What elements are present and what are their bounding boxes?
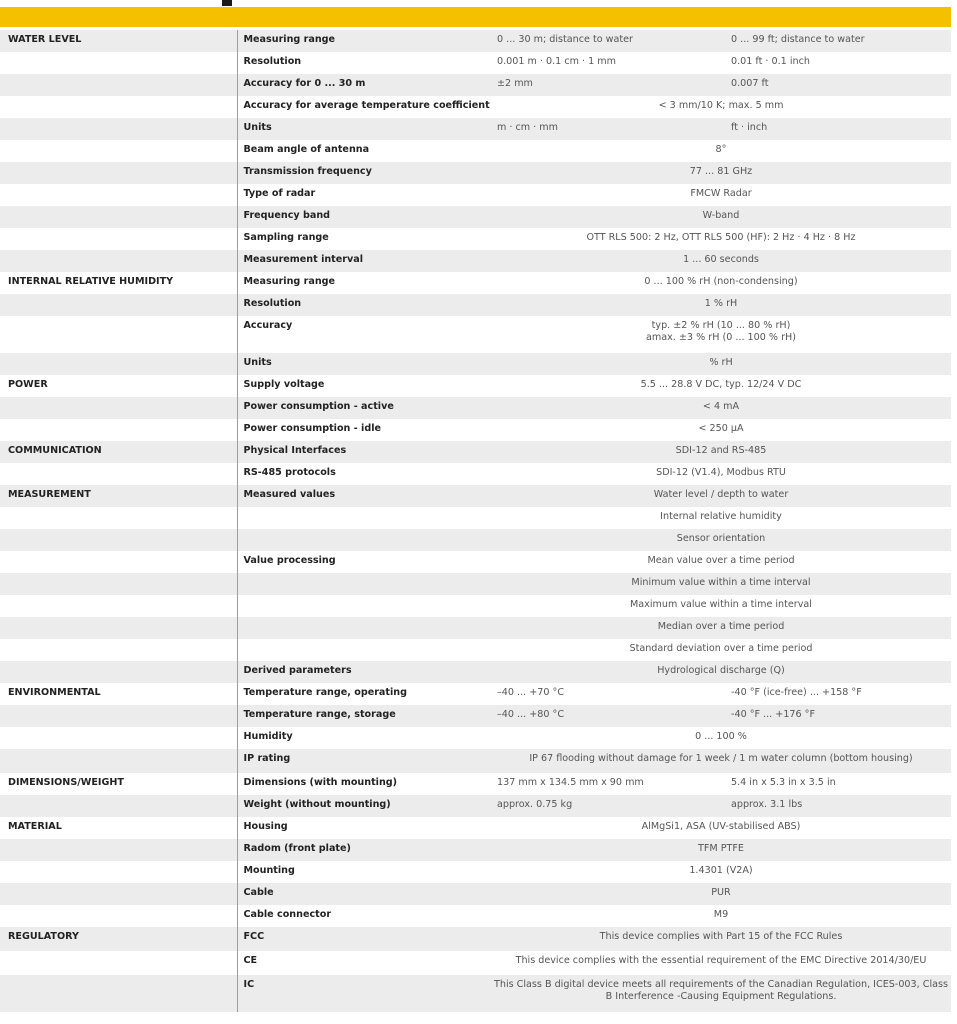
parameter-label: Measuring range bbox=[237, 30, 491, 52]
spec-value bbox=[491, 162, 951, 184]
spec-value bbox=[491, 573, 951, 595]
spec-value-line: SDI-12 and RS-485 bbox=[675, 445, 767, 456]
table-row bbox=[0, 975, 951, 1012]
parameter-label: Measurement interval bbox=[237, 250, 491, 272]
spec-value bbox=[491, 661, 951, 683]
category-label bbox=[0, 140, 237, 162]
table-row bbox=[0, 375, 951, 397]
metric-value: –40 ... +70 °C bbox=[491, 683, 707, 705]
spec-value bbox=[491, 617, 951, 639]
parameter-label: Measured values bbox=[237, 485, 491, 507]
table-row bbox=[0, 294, 951, 316]
table-row bbox=[0, 661, 951, 683]
spec-value bbox=[491, 375, 951, 397]
spec-value bbox=[491, 551, 951, 573]
spec-value-line: 0 ... 100 % rH (non-condensing) bbox=[644, 276, 798, 287]
table-row bbox=[0, 30, 951, 52]
category-label bbox=[0, 617, 237, 639]
parameter-label: Radom (front plate) bbox=[237, 839, 491, 861]
spec-table-body bbox=[0, 30, 951, 1012]
spec-value bbox=[491, 727, 951, 749]
spec-value-line: SDI-12 (V1.4), Modbus RTU bbox=[656, 467, 786, 478]
table-row bbox=[0, 96, 951, 118]
category-label: MATERIAL bbox=[0, 817, 237, 839]
parameter-label bbox=[237, 595, 491, 617]
spec-value-line: Maximum value within a time interval bbox=[630, 599, 812, 610]
parameter-label: Housing bbox=[237, 817, 491, 839]
spec-value-line: 1 ... 60 seconds bbox=[683, 254, 759, 265]
category-label bbox=[0, 228, 237, 250]
spec-table bbox=[0, 30, 951, 1012]
table-row bbox=[0, 617, 951, 639]
table-row bbox=[0, 905, 951, 927]
parameter-label: Accuracy for 0 ... 30 m bbox=[237, 74, 491, 96]
category-label bbox=[0, 316, 237, 353]
metric-value: 0.001 m · 0.1 cm · 1 mm bbox=[491, 52, 707, 74]
table-row bbox=[0, 184, 951, 206]
category-label: ENVIRONMENTAL bbox=[0, 683, 237, 705]
parameter-label: Value processing bbox=[237, 551, 491, 573]
table-row bbox=[0, 74, 951, 96]
spec-value bbox=[491, 140, 951, 162]
table-row bbox=[0, 749, 951, 773]
spec-value bbox=[491, 353, 951, 375]
parameter-label: FCC bbox=[237, 927, 491, 951]
spec-value-line: < 3 mm/10 K; max. 5 mm bbox=[658, 100, 784, 111]
parameter-label: Supply voltage bbox=[237, 375, 491, 397]
spec-value-line: This Class B digital device meets all requirements of the Canadian Regulation, ICES-003, Class bbox=[494, 979, 948, 990]
spec-value-line: 77 ... 81 GHz bbox=[689, 166, 753, 177]
spec-value bbox=[491, 529, 951, 551]
parameter-label: Temperature range, storage bbox=[237, 705, 491, 727]
parameter-label: Units bbox=[237, 353, 491, 375]
category-label bbox=[0, 419, 237, 441]
spec-value-line: < 4 mA bbox=[702, 401, 740, 412]
table-row bbox=[0, 529, 951, 551]
parameter-label: IP rating bbox=[237, 749, 491, 773]
category-label bbox=[0, 250, 237, 272]
spec-value bbox=[491, 507, 951, 529]
table-row bbox=[0, 52, 951, 74]
spec-value bbox=[491, 96, 951, 118]
category-label bbox=[0, 905, 237, 927]
category-label bbox=[0, 861, 237, 883]
category-label bbox=[0, 52, 237, 74]
category-label bbox=[0, 551, 237, 573]
parameter-label: Resolution bbox=[237, 52, 491, 74]
spec-value bbox=[491, 206, 951, 228]
spec-value-line: < 250 µA bbox=[698, 423, 744, 434]
parameter-label: Dimensions (with mounting) bbox=[237, 773, 491, 795]
category-label bbox=[0, 749, 237, 773]
category-label: POWER bbox=[0, 375, 237, 397]
table-row bbox=[0, 795, 951, 817]
spec-value-line: Hydrological discharge (Q) bbox=[657, 665, 785, 676]
imperial-value: approx. 3.1 lbs bbox=[707, 795, 951, 817]
heading-fragment bbox=[222, 0, 232, 6]
parameter-label: Cable bbox=[237, 883, 491, 905]
parameter-label: Frequency band bbox=[237, 206, 491, 228]
parameter-label bbox=[237, 617, 491, 639]
table-row bbox=[0, 397, 951, 419]
spec-value-line: FMCW Radar bbox=[690, 188, 752, 199]
category-label bbox=[0, 705, 237, 727]
table-row bbox=[0, 951, 951, 975]
category-label bbox=[0, 353, 237, 375]
table-row bbox=[0, 463, 951, 485]
parameter-label: Temperature range, operating bbox=[237, 683, 491, 705]
spec-value-line: Internal relative humidity bbox=[660, 511, 782, 522]
spec-value-line: 0 ... 100 % bbox=[695, 731, 747, 742]
category-label: REGULATORY bbox=[0, 927, 237, 951]
spec-value bbox=[491, 441, 951, 463]
metric-value: 0 ... 30 m; distance to water bbox=[491, 30, 707, 52]
category-label bbox=[0, 727, 237, 749]
parameter-label bbox=[237, 639, 491, 661]
spec-value-line: 1 % rH bbox=[704, 298, 738, 309]
table-row bbox=[0, 727, 951, 749]
spec-value-line: Mean value over a time period bbox=[647, 555, 795, 566]
category-label bbox=[0, 839, 237, 861]
category-label bbox=[0, 951, 237, 975]
metric-value: –40 ... +80 °C bbox=[491, 705, 707, 727]
parameter-label: Power consumption - active bbox=[237, 397, 491, 419]
table-row bbox=[0, 927, 951, 951]
table-row bbox=[0, 272, 951, 294]
category-label: WATER LEVEL bbox=[0, 30, 237, 52]
category-label bbox=[0, 463, 237, 485]
spec-value bbox=[491, 316, 951, 353]
parameter-label: Cable connector bbox=[237, 905, 491, 927]
spec-value bbox=[491, 463, 951, 485]
parameter-label: CE bbox=[237, 951, 491, 975]
parameter-label: Power consumption - idle bbox=[237, 419, 491, 441]
category-label bbox=[0, 883, 237, 905]
category-label: COMMUNICATION bbox=[0, 441, 237, 463]
parameter-label: Derived parameters bbox=[237, 661, 491, 683]
table-row bbox=[0, 250, 951, 272]
imperial-value: 0 ... 99 ft; distance to water bbox=[707, 30, 951, 52]
spec-value bbox=[491, 294, 951, 316]
metric-value: approx. 0.75 kg bbox=[491, 795, 707, 817]
table-row bbox=[0, 683, 951, 705]
category-label bbox=[0, 795, 237, 817]
table-row bbox=[0, 639, 951, 661]
category-label bbox=[0, 184, 237, 206]
table-row bbox=[0, 441, 951, 463]
category-label: DIMENSIONS/WEIGHT bbox=[0, 773, 237, 795]
spec-value-line: IP 67 flooding without damage for 1 week / 1 m water column (bottom housing) bbox=[529, 753, 913, 764]
spec-value bbox=[491, 595, 951, 617]
spec-value-line: % rH bbox=[709, 357, 733, 368]
spec-value-line: Sensor orientation bbox=[676, 533, 766, 544]
table-row bbox=[0, 228, 951, 250]
spec-value-line: OTT RLS 500: 2 Hz, OTT RLS 500 (HF): 2 Hz · 4 Hz · 8 Hz bbox=[586, 232, 856, 243]
table-row bbox=[0, 773, 951, 795]
imperial-value: 0.007 ft bbox=[707, 74, 951, 96]
table-row bbox=[0, 551, 951, 573]
header-accent-bar bbox=[0, 7, 951, 27]
table-row bbox=[0, 817, 951, 839]
category-label bbox=[0, 74, 237, 96]
spec-value-line: Minimum value within a time interval bbox=[631, 577, 811, 588]
spec-value-line: 1.4301 (V2A) bbox=[689, 865, 753, 876]
spec-value bbox=[491, 419, 951, 441]
imperial-value: ft · inch bbox=[707, 118, 951, 140]
table-row bbox=[0, 140, 951, 162]
table-row bbox=[0, 485, 951, 507]
category-label bbox=[0, 294, 237, 316]
parameter-label: Units bbox=[237, 118, 491, 140]
table-row bbox=[0, 595, 951, 617]
spec-value-line: B Interference -Causing Equipment Regulations. bbox=[605, 991, 837, 1002]
metric-value: ±2 mm bbox=[491, 74, 707, 96]
parameter-label: Transmission frequency bbox=[237, 162, 491, 184]
spec-value-line: Standard deviation over a time period bbox=[629, 643, 813, 654]
spec-value-line: Water level / depth to water bbox=[653, 489, 789, 500]
spec-value bbox=[491, 184, 951, 206]
spec-value-line: amax. ±3 % rH (0 ... 100 % rH) bbox=[646, 332, 796, 343]
parameter-label: Accuracy bbox=[237, 316, 491, 353]
table-row bbox=[0, 419, 951, 441]
table-row bbox=[0, 353, 951, 375]
spec-value bbox=[491, 817, 951, 839]
spec-value bbox=[491, 639, 951, 661]
parameter-label: Weight (without mounting) bbox=[237, 795, 491, 817]
metric-value: 137 mm x 134.5 mm x 90 mm bbox=[491, 773, 707, 795]
spec-value bbox=[491, 397, 951, 419]
parameter-label: Mounting bbox=[237, 861, 491, 883]
parameter-label: Type of radar bbox=[237, 184, 491, 206]
spec-value bbox=[491, 905, 951, 927]
category-label bbox=[0, 118, 237, 140]
table-row bbox=[0, 705, 951, 727]
table-row bbox=[0, 861, 951, 883]
category-label bbox=[0, 639, 237, 661]
category-label bbox=[0, 661, 237, 683]
spec-value bbox=[491, 749, 951, 773]
spec-value-line: TFM PTFE bbox=[698, 843, 744, 854]
parameter-label: Sampling range bbox=[237, 228, 491, 250]
parameter-label: Beam angle of antenna bbox=[237, 140, 491, 162]
spec-value bbox=[491, 975, 951, 1012]
parameter-label: Resolution bbox=[237, 294, 491, 316]
spec-value-line: 5.5 ... 28.8 V DC, typ. 12/24 V DC bbox=[640, 379, 802, 390]
imperial-value: 5.4 in x 5.3 in x 3.5 in bbox=[707, 773, 951, 795]
category-label bbox=[0, 975, 237, 1012]
parameter-label bbox=[237, 507, 491, 529]
spec-value-line: W-band bbox=[702, 210, 740, 221]
spec-value bbox=[491, 951, 951, 975]
imperial-value: -40 °F ... +176 °F bbox=[707, 705, 951, 727]
parameter-label: Humidity bbox=[237, 727, 491, 749]
spec-value bbox=[491, 250, 951, 272]
spec-value-line: PUR bbox=[711, 887, 731, 898]
parameter-label: Measuring range bbox=[237, 272, 491, 294]
table-row bbox=[0, 162, 951, 184]
category-label: INTERNAL RELATIVE HUMIDITY bbox=[0, 272, 237, 294]
parameter-label bbox=[237, 529, 491, 551]
table-row bbox=[0, 507, 951, 529]
parameter-label: Accuracy for average temperature coefficient bbox=[237, 96, 491, 118]
spec-value-line: M9 bbox=[713, 909, 729, 920]
table-row bbox=[0, 573, 951, 595]
parameter-label: IC bbox=[237, 975, 491, 1012]
category-label bbox=[0, 507, 237, 529]
spec-value bbox=[491, 228, 951, 250]
spec-value bbox=[491, 883, 951, 905]
parameter-label: Physical Interfaces bbox=[237, 441, 491, 463]
category-label bbox=[0, 397, 237, 419]
spec-value-line: typ. ±2 % rH (10 ... 80 % rH) bbox=[651, 320, 791, 331]
table-row bbox=[0, 206, 951, 228]
spec-value-line: AlMgSi1, ASA (UV-stabilised ABS) bbox=[641, 821, 801, 832]
spec-value bbox=[491, 839, 951, 861]
category-label bbox=[0, 96, 237, 118]
imperial-value: 0.01 ft · 0.1 inch bbox=[707, 52, 951, 74]
category-label bbox=[0, 206, 237, 228]
spec-value-line: This device complies with the essential requirement of the EMC Directive 2014/30/EU bbox=[515, 955, 927, 966]
metric-value: m · cm · mm bbox=[491, 118, 707, 140]
parameter-label: RS-485 protocols bbox=[237, 463, 491, 485]
category-label bbox=[0, 595, 237, 617]
table-row bbox=[0, 316, 951, 353]
table-row bbox=[0, 118, 951, 140]
table-row bbox=[0, 839, 951, 861]
category-label bbox=[0, 573, 237, 595]
category-label: MEASUREMENT bbox=[0, 485, 237, 507]
table-row bbox=[0, 883, 951, 905]
spec-value bbox=[491, 485, 951, 507]
parameter-label bbox=[237, 573, 491, 595]
spec-value bbox=[491, 861, 951, 883]
category-label bbox=[0, 529, 237, 551]
category-label bbox=[0, 162, 237, 184]
spec-value-line: 8° bbox=[715, 144, 727, 155]
spec-value bbox=[491, 927, 951, 951]
spec-value-line: This device complies with Part 15 of the FCC Rules bbox=[599, 931, 843, 942]
spec-value-line: Median over a time period bbox=[657, 621, 785, 632]
spec-value bbox=[491, 272, 951, 294]
imperial-value: -40 °F (ice-free) ... +158 °F bbox=[707, 683, 951, 705]
